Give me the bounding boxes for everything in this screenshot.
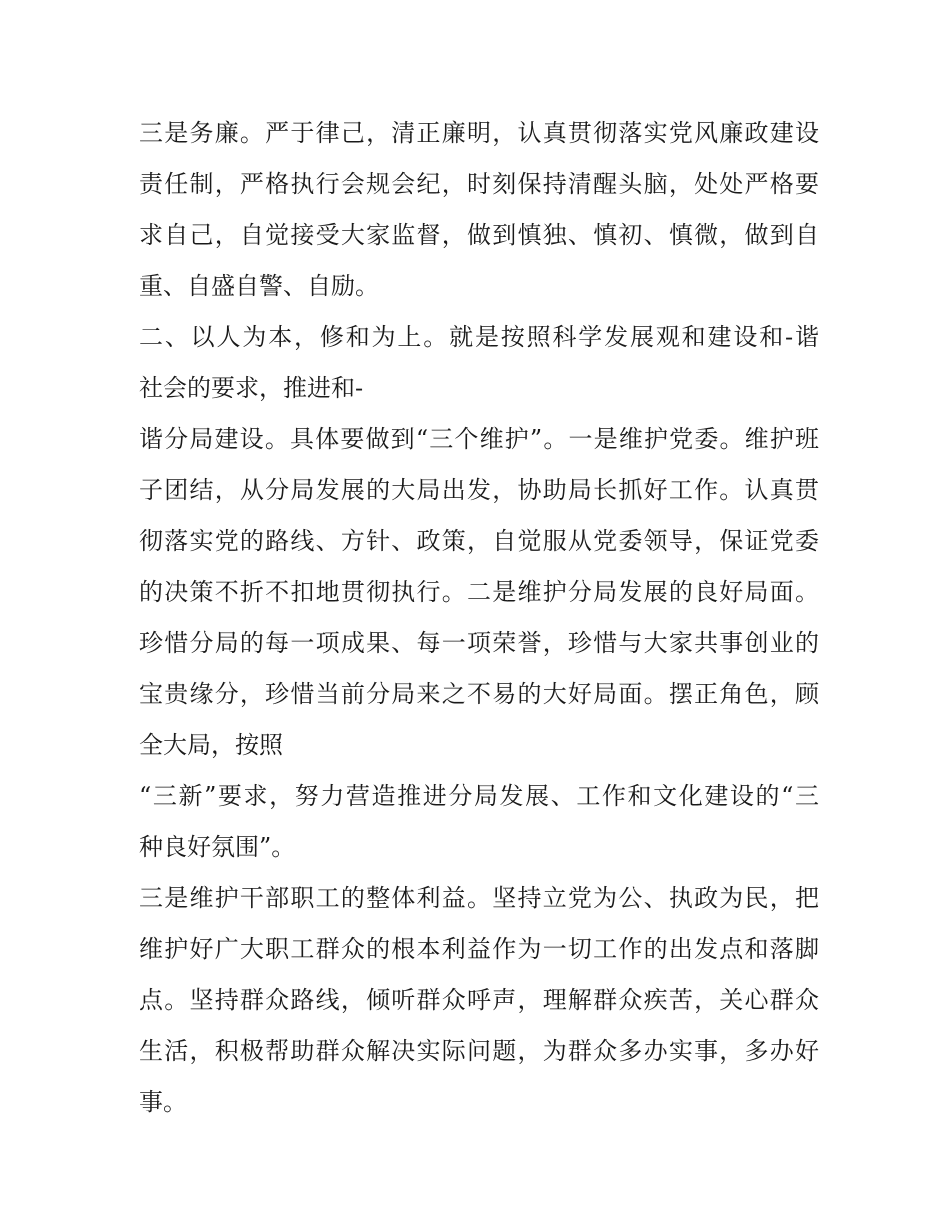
text-line: 重、自盛自警、自励。 <box>139 272 379 300</box>
text-line: 种良好氛围”。 <box>139 833 296 861</box>
text-line: 点。坚持群众路线，倾听群众呼声，理解群众疾苦，关心群众 <box>139 986 819 1014</box>
text-line: 三是务廉。严于律己，清正廉明，认真贯彻落实党风廉政建设 <box>139 119 819 147</box>
body-text <box>139 108 819 1128</box>
text-line: 生活，积极帮助群众解决实际问题，为群众多办实事，多办好 <box>139 1037 819 1065</box>
text-line: 珍惜分局的每一项成果、每一项荣誉，珍惜与大家共事创业的 <box>139 629 819 657</box>
text-line: 求自己，自觉接受大家监督，做到慎独、慎初、慎微，做到自 <box>139 221 819 249</box>
text-line: 事。 <box>139 1088 187 1116</box>
text-line: 全大局，按照 <box>139 731 283 759</box>
text-line: 社会的要求，推进和- <box>139 374 364 402</box>
text-line: 谐分局建设。具体要做到“三个维护”。一是维护党委。维护班 <box>139 425 819 453</box>
text-line: 子团结，从分局发展的大局出发，协助局长抓好工作。认真贯 <box>139 476 819 504</box>
text-line: 的决策不折不扣地贯彻执行。二是维护分局发展的良好局面。 <box>139 578 819 606</box>
text-line: 二、以人为本，修和为上。就是按照科学发展观和建设和-谐 <box>139 323 819 351</box>
text-line: 维护好广大职工群众的根本利益作为一切工作的出发点和落脚 <box>139 935 819 963</box>
text-line: “三新”要求，努力营造推进分局发展、工作和文化建设的“三 <box>139 782 819 810</box>
text-line: 彻落实党的路线、方针、政策，自觉服从党委领导，保证党委 <box>139 527 819 555</box>
text-line: 宝贵缘分，珍惜当前分局来之不易的大好局面。摆正角色，顾 <box>139 680 819 708</box>
text-line: 责任制，严格执行会规会纪，时刻保持清醒头脑，处处严格要 <box>139 170 819 198</box>
text-line: 三是维护干部职工的整体利益。坚持立党为公、执政为民，把 <box>139 884 819 912</box>
